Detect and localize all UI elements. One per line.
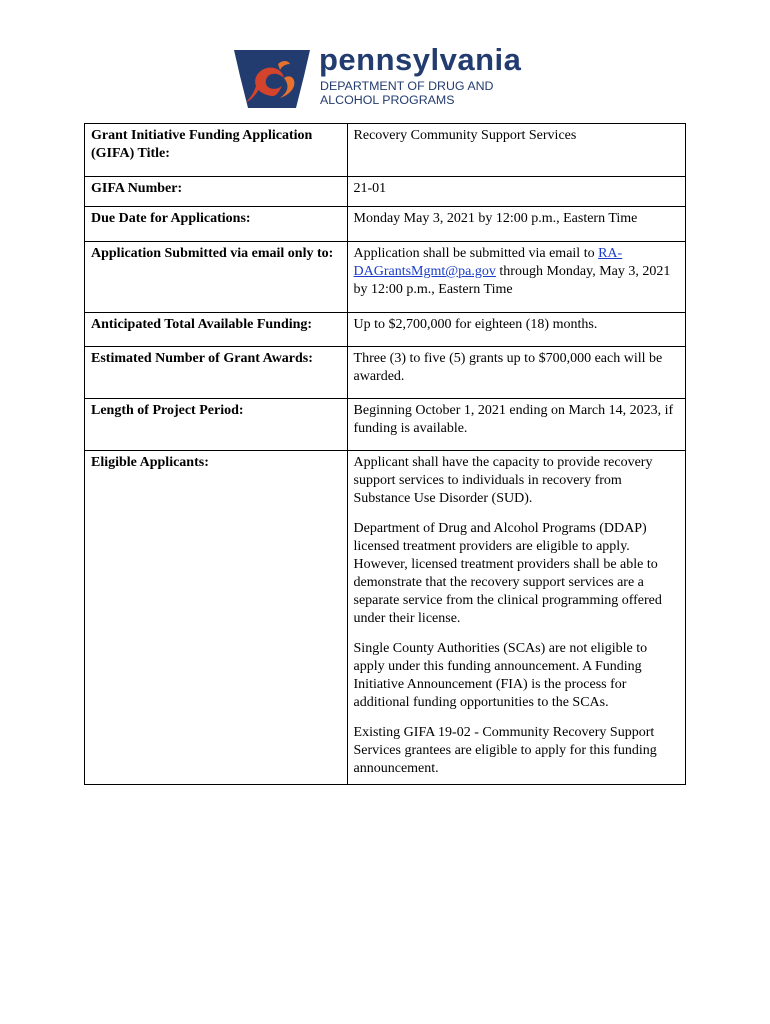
eligibility-paragraph: Existing GIFA 19-02 - Community Recovery Support Services grantees are eligible to apply for this funding announcement. xyxy=(353,725,657,776)
row-value: Recovery Community Support Services xyxy=(347,124,685,177)
eligibility-paragraph: Applicant shall have the capacity to provide recovery support services to individuals in recovery from Substance Use Disorder (SUD). xyxy=(353,455,653,506)
eligibility-paragraph: Single County Authorities (SCAs) are not eligible to apply under this funding announcement. A Funding Initiative Announcement (FIA) is the process for additional funding opportunities to the SCAs. xyxy=(353,641,648,710)
value-suffix: through Monday, May 3, 2021 by 12:00 p.m., Eastern Time xyxy=(353,264,671,297)
table-row xyxy=(85,177,686,207)
table-row xyxy=(85,124,686,177)
row-label: Eligible Applicants: xyxy=(85,451,348,785)
row-value: Beginning October 1, 2021 ending on March 14, 2023, if funding is available. xyxy=(347,399,685,451)
row-value: 21-01 xyxy=(347,177,685,207)
row-label: GIFA Number: xyxy=(85,177,348,207)
row-label: Grant Initiative Funding Application (GIFA) Title: xyxy=(85,124,348,177)
submission-email-link[interactable]: RA-DAGrantsMgmt@pa.gov xyxy=(353,246,623,279)
row-label: Length of Project Period: xyxy=(85,399,348,451)
row-value: Three (3) to five (5) grants up to $700,000 each will be awarded. xyxy=(347,347,685,399)
eligibility-paragraph: Department of Drug and Alcohol Programs (DDAP) licensed treatment providers are eligible to apply. However, licensed treatment providers shall be able to demonstrate that the recovery support services are a separate service from the clinical programming offered under their license. xyxy=(353,521,662,626)
row-label: Application Submitted via email only to: xyxy=(85,242,348,313)
table-row xyxy=(85,399,686,451)
value-prefix: Application shall be submitted via email to xyxy=(353,246,599,261)
table-row xyxy=(85,207,686,242)
row-label: Estimated Number of Grant Awards: xyxy=(85,347,348,399)
department-line-2: ALCOHOL PROGRAMS xyxy=(320,93,455,107)
table-row xyxy=(85,451,686,785)
department-header xyxy=(232,42,552,112)
row-value: Monday May 3, 2021 by 12:00 p.m., Eastern Time xyxy=(347,207,685,242)
brand-name: pennsylvania xyxy=(319,42,522,77)
row-value xyxy=(347,451,685,785)
row-label: Anticipated Total Available Funding: xyxy=(85,313,348,347)
row-label: Due Date for Applications: xyxy=(85,207,348,242)
gifa-summary-table xyxy=(84,123,686,785)
keystone-phoenix-icon xyxy=(232,48,312,110)
department-name xyxy=(320,79,494,107)
table-row xyxy=(85,242,686,313)
table-row xyxy=(85,347,686,399)
row-value: Up to $2,700,000 for eighteen (18) months. xyxy=(347,313,685,347)
department-line-1: DEPARTMENT OF DRUG AND xyxy=(320,79,494,93)
row-value xyxy=(347,242,685,313)
table-row xyxy=(85,313,686,347)
